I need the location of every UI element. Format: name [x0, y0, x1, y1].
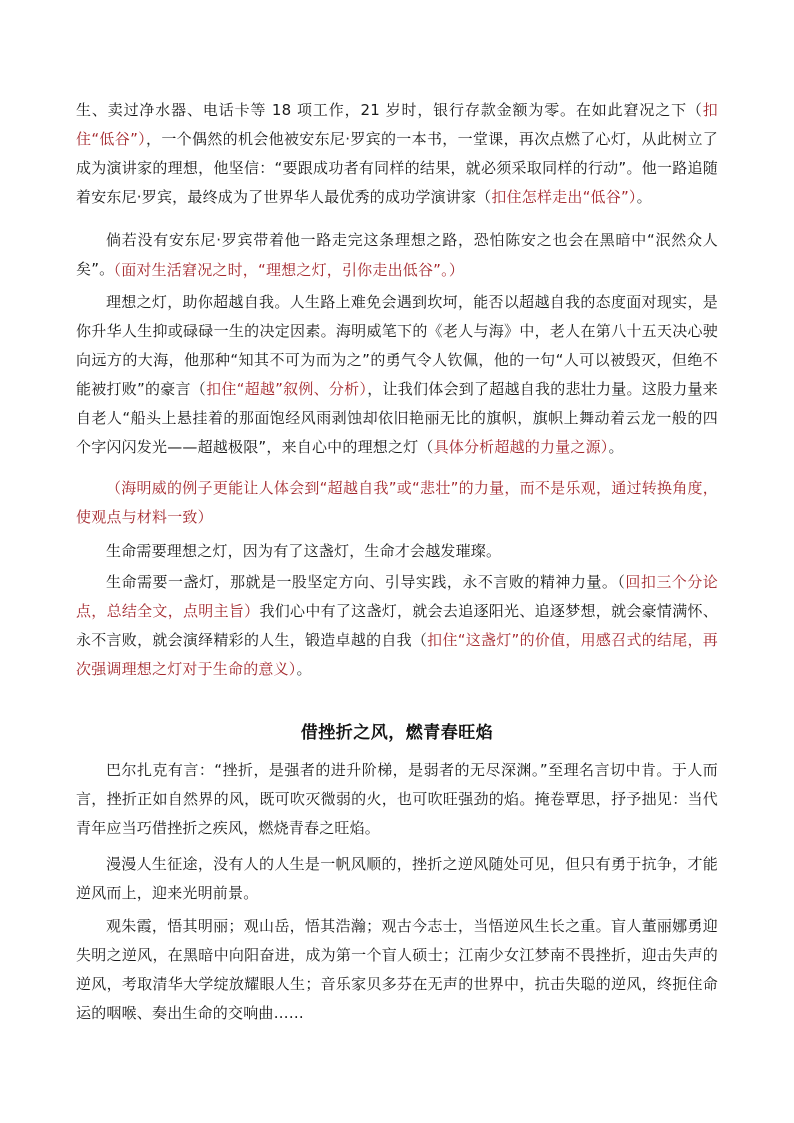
text-run: ，一个偶然的机会他被安东尼·罗宾的一本书，一堂课，再次点燃了心灯，从此树立了成为演讲家的理想，他坚信：“要跟成功者有同样的结果，就必须采取同样的行动”。他一路追随着安东尼·罗宾，最终成为了世界华人最优秀的成功学演讲家（ — [76, 130, 718, 206]
text-run: 。 — [296, 660, 312, 678]
essay1-paragraph-1 — [76, 96, 718, 212]
essay1-paragraph-2: 倘若没有安东尼·罗宾带着他一路走完这条理想之路，恐怕陈安之也会在黑暗中“泯然众人矣”。 — [76, 231, 718, 278]
annotation: 扣住“超越”叙例、分析） — [206, 380, 368, 398]
essay2-paragraph-2: 漫漫人生征途，没有人的人生是一帆风顺的，挫折之逆风随处可见，但只有勇于抗争，才能逆风而上，迎来光明前景。 — [76, 855, 718, 902]
essay2-paragraph-1: 巴尔扎克有言：“挫折，是强者的进升阶梯，是弱者的无尽深渊。”至理名言切中肯。于人而言，挫折正如自然界的风，既可吹灭微弱的火，也可吹旺强劲的焰。掩卷覃思，抒予拙见：当代青年应当巧借挫折之疾风，燃烧青春之旺焰。 — [76, 761, 718, 837]
essay1-paragraph-4: 生命需要理想之灯，因为有了这盏灯，生命才会越发璀璨。 — [106, 542, 502, 560]
text-run: 。 — [608, 438, 624, 456]
essay2-paragraph-3: 观朱霞，悟其明丽；观山岳，悟其浩瀚；观古今志士，当悟逆风生长之重。盲人董丽娜勇迎失明之逆风，在黑暗中向阳奋进，成为第一个盲人硕士；江南少女江梦南不畏挫折，迎击失声的逆风，考取清华大学绽放耀眼人生；音乐家贝多芬在无声的世界中，抗击失聪的逆风，终扼住命运的咽喉、奏出生命的交响曲…… — [76, 917, 718, 1022]
essay1-paragraph-5 — [76, 568, 718, 684]
text-run: 理想之灯，助你超越自我。人生路上难免会遇到坎坷，能否以超越自我的态度面对现实，是你升华人生抑或碌碌一生的决定因素。海明威笔下的《老人与海》中，老人在第八十五天决心驶向远方的大海，他那种“知其不可为而为之”的勇气令人钦佩，他的一句“人可以被毁灭，但绝不能被打败”的豪言（ — [76, 293, 718, 398]
essay1-annotation-paragraph-1: （面对生活窘况之时，“理想之灯，引你走出低谷”。） — [106, 261, 465, 279]
text-run: 生、卖过净水器、电话卡等 18 项工作，21 岁时，银行存款金额为零。在如此窘况之下（ — [76, 101, 703, 119]
text-run: 我们心中有了这盏灯，就会去追逐阳光、追逐梦想，就会豪情满怀、永不言败，就会演绎精彩的人生，锻造卓越的自我（ — [76, 602, 718, 649]
essay2-title: 借挫折之风，燃青春旺焰 — [300, 723, 494, 743]
text-run: 。 — [636, 188, 652, 206]
text-run: 生命需要一盏灯，那就是一股坚定方向、引导实践，永不言败的精神力量。（ — [106, 573, 626, 591]
essay1-paragraph-3 — [76, 288, 718, 462]
annotation: 扣住“这盏灯”的价值，用感召式的结尾，再次强调理想之灯对于生命的意义） — [76, 631, 719, 678]
annotation: 具体分析超越的力量之源） — [433, 438, 609, 456]
annotation: 回扣三个分论点，总结全文，点明主旨） — [76, 573, 719, 620]
essay1-annotation-paragraph-2: （海明威的例子更能让人体会到“超越自我”或“悲壮”的力量，而不是乐观，通过转换角度，使观点与材料一致） — [76, 479, 718, 526]
annotation: 扣住“低谷”） — [76, 101, 718, 148]
text-run: ，让我们体会到了超越自我的悲壮力量。这股力量来自老人“船头上悬挂着的那面饱经风雨剥蚀却依旧艳丽无比的旗帜，旗帜上舞动着云龙一般的四个字闪闪发光——超越极限”，来自心中的理想之灯（ — [76, 380, 718, 456]
annotation: 扣住怎样走出“低谷”） — [491, 188, 637, 206]
